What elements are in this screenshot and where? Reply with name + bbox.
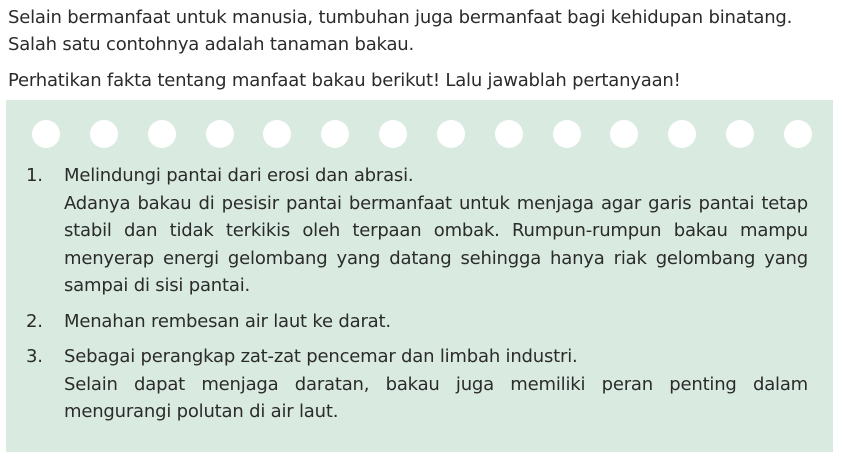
item-number: 3. bbox=[26, 346, 43, 367]
item-title: Menahan rembesan air laut ke darat. bbox=[64, 310, 391, 332]
intro-paragraph-1: Selain bermanfaat untuk manusia, tumbuhan juga bermanfaat bagi kehidupan binatang. Salah satu contohnya adalah tanaman bakau. bbox=[8, 7, 793, 55]
dot-icon bbox=[553, 120, 581, 148]
dot-icon bbox=[90, 120, 118, 148]
item-number: 1. bbox=[26, 165, 43, 186]
dot-icon bbox=[32, 120, 60, 148]
dot-icon bbox=[148, 120, 176, 148]
list-item bbox=[26, 162, 808, 300]
dot-icon bbox=[206, 120, 234, 148]
dot-icon bbox=[495, 120, 523, 148]
item-title: Melindungi pantai dari erosi dan abrasi. bbox=[64, 165, 414, 186]
item-number: 2. bbox=[26, 310, 43, 332]
dot-icon bbox=[321, 120, 349, 148]
dot-icon bbox=[610, 120, 638, 148]
list-item bbox=[26, 343, 808, 426]
dot-icon bbox=[263, 120, 291, 148]
facts-list bbox=[26, 162, 808, 434]
dot-icon bbox=[726, 120, 754, 148]
decorative-dots bbox=[32, 120, 812, 148]
dot-icon bbox=[784, 120, 812, 148]
dot-icon bbox=[437, 120, 465, 148]
intro-text bbox=[8, 4, 838, 94]
facts-box bbox=[6, 100, 833, 452]
item-description: Adanya bakau di pesisir pantai bermanfaat untuk menjaga agar garis pantai tetap stabil dan tidak terkikis oleh terpaan ombak. Rumpun-rumpun bakau mampu menyerap energi gelombang yang datang sehingga hanya riak gelombang yang sampai di sisi pantai. bbox=[64, 192, 808, 296]
item-title: Sebagai perangkap zat-zat pencemar dan limbah industri. bbox=[64, 346, 578, 367]
item-description: Selain dapat menjaga daratan, bakau juga memiliki peran penting dalam mengurangi polutan di air laut. bbox=[64, 373, 808, 422]
intro-paragraph-2: Perhatikan fakta tentang manfaat bakau berikut! Lalu jawablah pertanyaan! bbox=[8, 70, 681, 91]
list-item bbox=[26, 308, 808, 336]
dot-icon bbox=[668, 120, 696, 148]
dot-icon bbox=[379, 120, 407, 148]
